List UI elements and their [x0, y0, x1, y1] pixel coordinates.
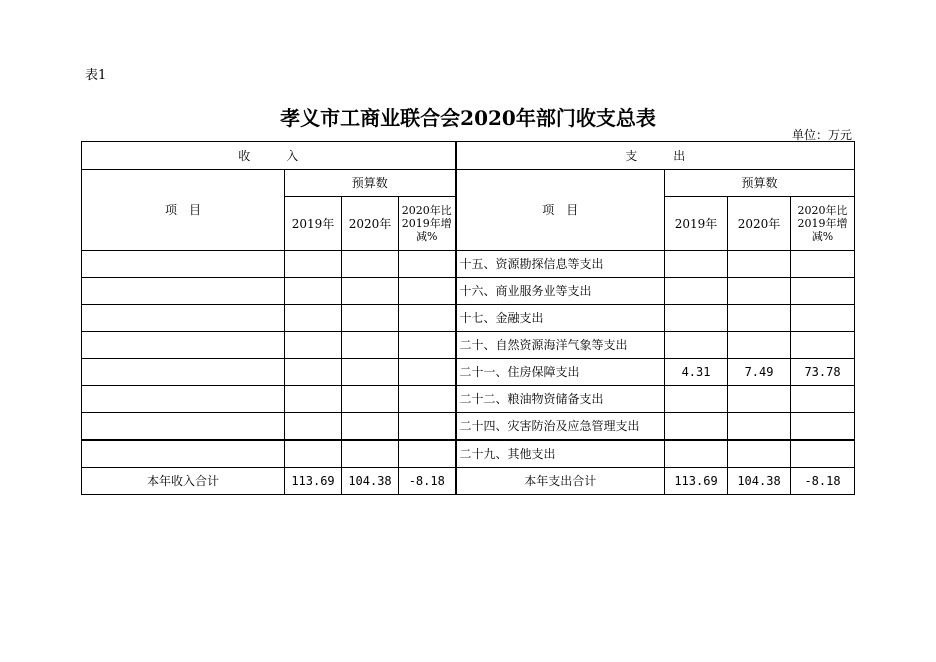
expense-2020-cell	[728, 440, 791, 468]
income-total-change: -8.18	[399, 468, 456, 495]
expense-total-2019: 113.69	[665, 468, 728, 495]
expense-item-cell: 二十二、粮油物资储备支出	[456, 386, 665, 413]
expense-2020-header: 2020年	[728, 197, 791, 251]
income-2019-header: 2019年	[285, 197, 342, 251]
expense-2020-cell	[728, 413, 791, 441]
page-title: 孝义市工商业联合会2020年部门收支总表	[280, 106, 656, 130]
income-total-2020: 104.38	[342, 468, 399, 495]
expense-header: 支 出	[456, 142, 855, 170]
table-row	[82, 332, 855, 359]
totals-row	[82, 468, 855, 495]
income-item-header: 项 目	[82, 170, 285, 251]
expense-2020-cell	[728, 305, 791, 332]
expense-item-cell: 二十四、灾害防治及应急管理支出	[456, 413, 665, 441]
expense-budget-header: 预算数	[665, 170, 855, 197]
expense-2020-cell	[728, 278, 791, 305]
expense-total-2020: 104.38	[728, 468, 791, 495]
expense-change-cell	[791, 413, 855, 441]
expense-2019-cell	[665, 386, 728, 413]
expense-item-cell: 二十一、住房保障支出	[456, 359, 665, 386]
income-budget-header: 预算数	[285, 170, 456, 197]
expense-2019-cell	[665, 332, 728, 359]
table-row	[82, 413, 855, 441]
table-row	[82, 440, 855, 468]
expense-item-cell: 二十、自然资源海洋气象等支出	[456, 332, 665, 359]
expense-2020-cell	[728, 386, 791, 413]
expense-change-cell	[791, 440, 855, 468]
expense-2020-cell	[728, 251, 791, 278]
expense-item-cell: 二十九、其他支出	[456, 440, 665, 468]
income-change-header: 2020年比2019年增减%	[399, 197, 456, 251]
income-total-2019: 113.69	[285, 468, 342, 495]
header-row-2	[82, 170, 855, 197]
table-row	[82, 359, 855, 386]
expense-change-cell: 73.78	[791, 359, 855, 386]
expense-item-header: 项 目	[456, 170, 665, 251]
expense-change-cell	[791, 386, 855, 413]
expense-item-cell: 十五、资源勘探信息等支出	[456, 251, 665, 278]
expense-change-cell	[791, 332, 855, 359]
expense-change-header: 2020年比2019年增减%	[791, 197, 855, 251]
expense-2019-cell	[665, 251, 728, 278]
budget-table	[81, 141, 855, 495]
income-header: 收 入	[82, 142, 456, 170]
table-row	[82, 305, 855, 332]
unit-label: 单位：万元	[791, 128, 852, 142]
expense-item-cell: 十七、金融支出	[456, 305, 665, 332]
expense-total-change: -8.18	[791, 468, 855, 495]
expense-item-cell: 十六、商业服务业等支出	[456, 278, 665, 305]
income-2020-header: 2020年	[342, 197, 399, 251]
table-row	[82, 386, 855, 413]
expense-total-label: 本年支出合计	[456, 468, 665, 495]
expense-2020-cell	[728, 332, 791, 359]
expense-change-cell	[791, 251, 855, 278]
expense-change-cell	[791, 305, 855, 332]
expense-2020-cell: 7.49	[728, 359, 791, 386]
income-total-label: 本年收入合计	[82, 468, 285, 495]
header-row-1	[82, 142, 855, 170]
expense-2019-header: 2019年	[665, 197, 728, 251]
expense-2019-cell	[665, 278, 728, 305]
expense-change-cell	[791, 278, 855, 305]
table-tag: 表1	[85, 68, 107, 83]
expense-2019-cell: 4.31	[665, 359, 728, 386]
expense-2019-cell	[665, 413, 728, 441]
expense-2019-cell	[665, 440, 728, 468]
expense-2019-cell	[665, 305, 728, 332]
table-row	[82, 251, 855, 278]
table-row	[82, 278, 855, 305]
